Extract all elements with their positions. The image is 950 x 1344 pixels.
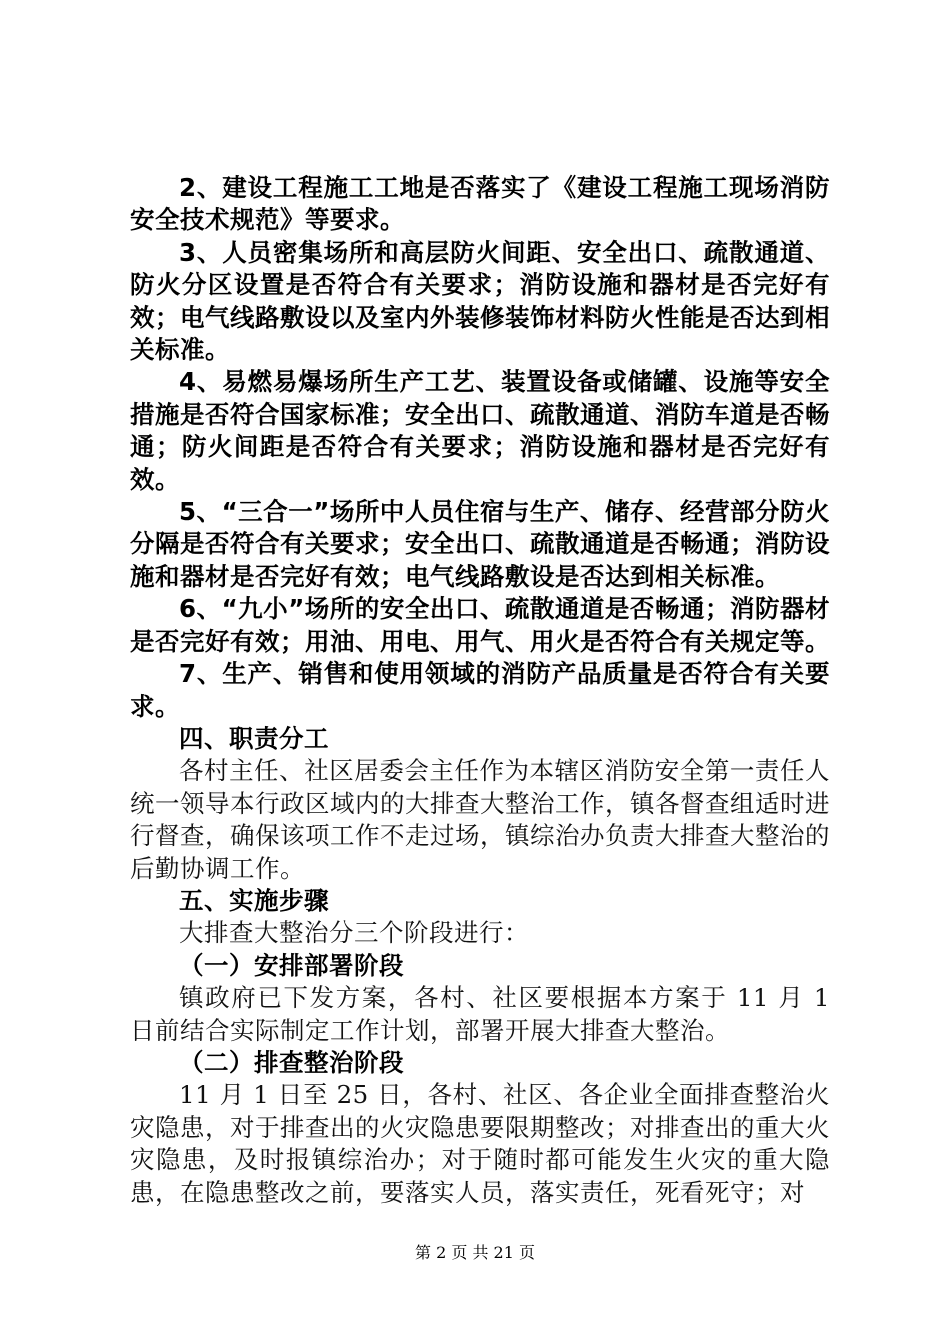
stage-2-heading: （二）排查整治阶段	[179, 1047, 404, 1077]
duties-paragraph: 各村主任、社区居委会主任作为本辖区消防安全第一责任人统一领导本行政区域内的大排查大整治工作，镇各督查组适时进行督查，确保该项工作不走过场，镇综治办负责大排查大整治的后勤协调工作。	[130, 756, 830, 883]
list-item-4: 4、易燃易爆场所生产工艺、装置设备或储罐、设施等安全措施是否符合国家标准；安全出口、疏散通道、消防车道是否畅通；防火间距是否符合有关要求；消防设施和器材是否完好有效。	[130, 367, 830, 494]
list-item-7: 7、生产、销售和使用领域的消防产品质量是否符合有关要求。	[130, 659, 830, 721]
stage-2-paragraph: 11 月 1 日至 25 日，各村、社区、各企业全面排查整治火灾隐患，对于排查出的火灾隐患要限期整改；对排查出的重大火灾隐患，及时报镇综治办；对于随时都可能发生火灾的重大隐患，在隐患整改之前，要落实人员，落实责任，死看死守；对	[130, 1080, 830, 1207]
section-heading-duties: 四、职责分工	[179, 723, 329, 753]
page-number-footer: 第 2 页 共 21 页	[415, 1243, 535, 1262]
list-item-6: 6、“九小”场所的安全出口、疏散通道是否畅通；消防器材是否完好有效；用油、用电、用气、用火是否符合有关规定等。	[130, 594, 830, 656]
stage-1-heading: （一）安排部署阶段	[179, 950, 404, 980]
steps-intro-paragraph: 大排查大整治分三个阶段进行：	[179, 918, 529, 948]
stage-1-paragraph: 镇政府已下发方案，各村、社区要根据本方案于 11 月 1 日前结合实际制定工作计划，部署开展大排查大整治。	[130, 983, 830, 1045]
list-item-3: 3、人员密集场所和高层防火间距、安全出口、疏散通道、防火分区设置是否符合有关要求；消防设施和器材是否完好有效；电气线路敷设以及室内外装修装饰材料防火性能是否达到相关标准。	[130, 237, 830, 365]
list-item-2: 2、建设工程施工工地是否落实了《建设工程施工现场消防安全技术规范》等要求。	[130, 173, 830, 235]
document-body	[130, 172, 830, 1209]
list-item-5: 5、“三合一”场所中人员住宿与生产、储存、经营部分防火分隔是否符合有关要求；安全出口、疏散通道是否畅通；消防设施和器材是否完好有效；电气线路敷设是否达到相关标准。	[130, 497, 830, 591]
section-heading-steps: 五、实施步骤	[179, 885, 329, 915]
